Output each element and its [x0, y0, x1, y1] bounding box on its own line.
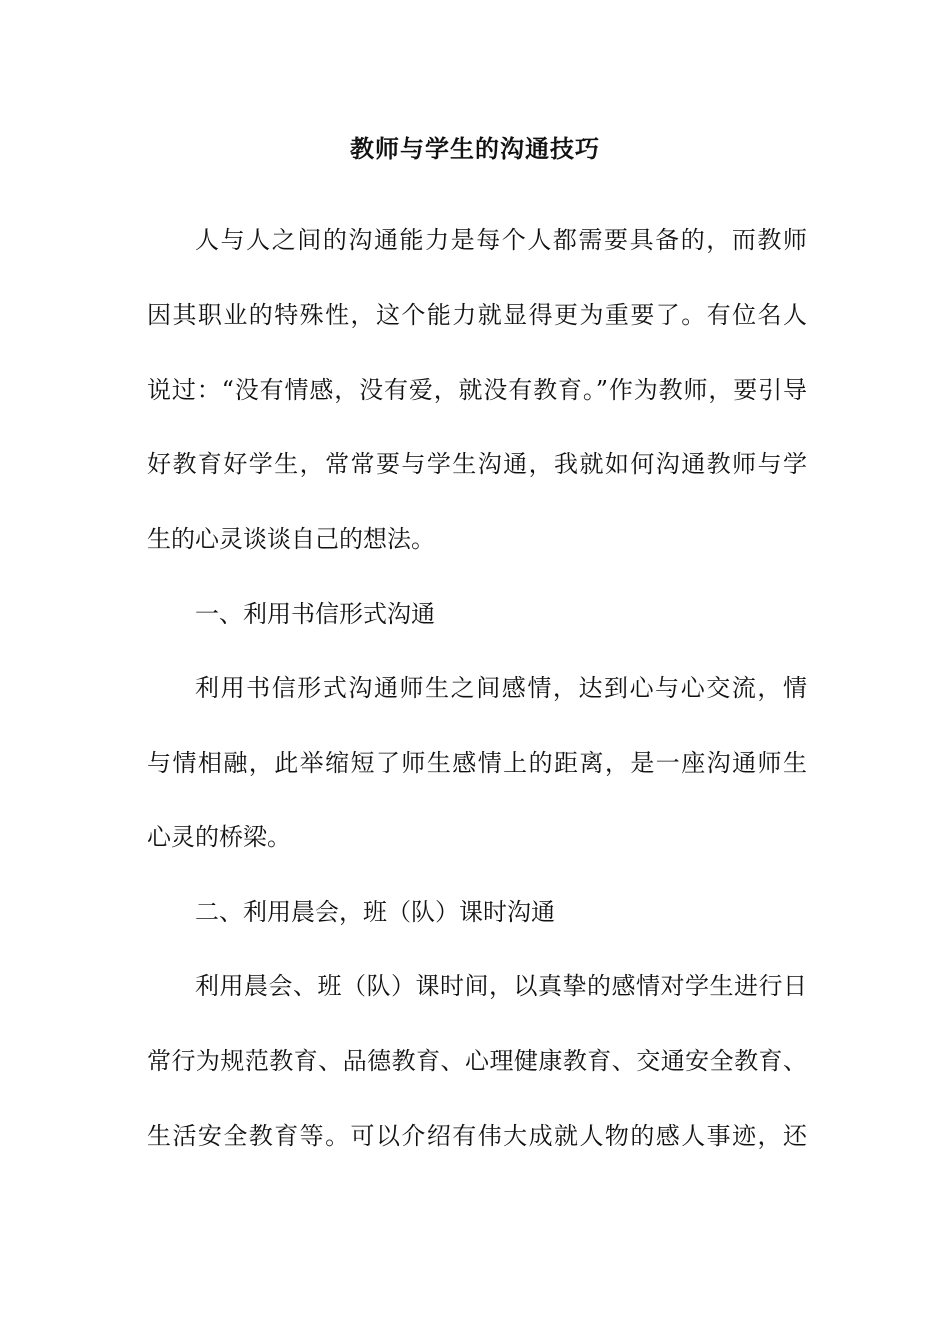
- paragraph-2-line-1: 利用书信形式沟通师生之间感情，达到心与心交流，情: [195, 674, 807, 702]
- paragraph-1-line-1: 人与人之间的沟通能力是每个人都需要具备的，而教师: [195, 226, 807, 254]
- paragraph-1-line-4: 好教育好学生，常常要与学生沟通，我就如何沟通教师与学: [147, 450, 807, 478]
- paragraph-1-line-3: 说过：“没有情感，没有爱，就没有教育。”作为教师，要引导: [147, 376, 807, 404]
- document-title: 教师与学生的沟通技巧: [350, 134, 600, 163]
- section-heading-2: 二、利用晨会，班（队）课时沟通: [195, 898, 555, 926]
- paragraph-1-line-5: 生的心灵谈谈自己的想法。: [147, 525, 435, 553]
- paragraph-3-line-1: 利用晨会、班（队）课时间，以真挚的感情对学生进行日: [195, 972, 807, 1000]
- section-heading-1: 一、利用书信形式沟通: [195, 600, 435, 628]
- paragraph-3-line-2: 常行为规范教育、品德教育、心理健康教育、交通安全教育、: [147, 1047, 807, 1075]
- paragraph-1-line-2: 因其职业的特殊性，这个能力就显得更为重要了。有位名人: [147, 301, 807, 329]
- paragraph-2-line-2: 与情相融，此举缩短了师生感情上的距离，是一座沟通师生: [147, 749, 807, 777]
- paragraph-3-line-3: 生活安全教育等。可以介绍有伟大成就人物的感人事迹，还: [147, 1122, 807, 1150]
- paragraph-2-line-3: 心灵的桥梁。: [147, 823, 291, 851]
